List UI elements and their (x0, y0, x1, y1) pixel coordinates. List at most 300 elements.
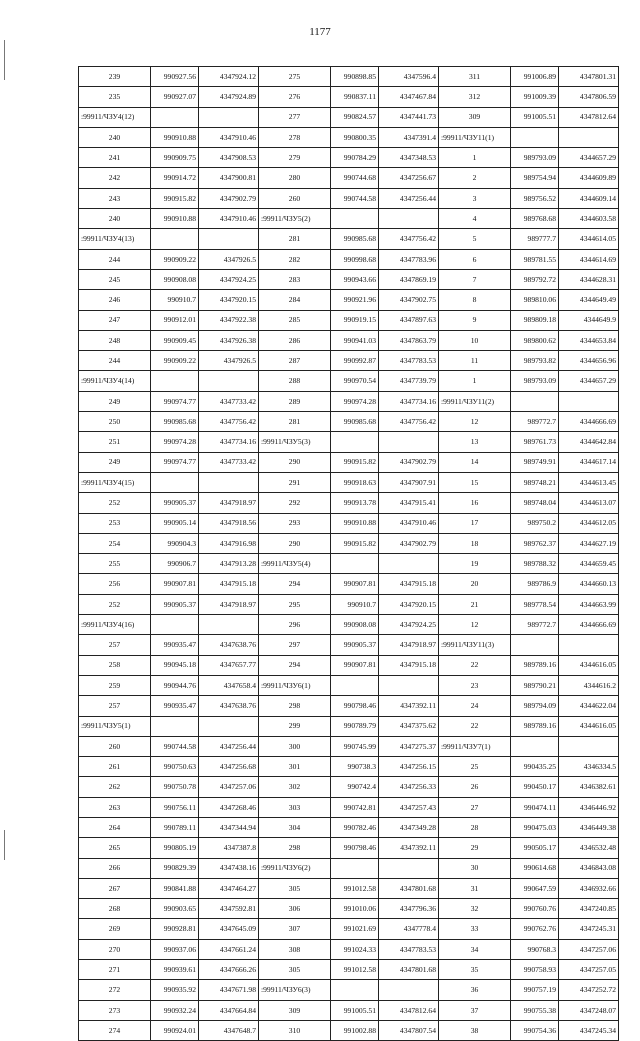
y-coordinate-cell (379, 675, 439, 695)
y-coordinate-cell: 4344614.05 (559, 229, 619, 249)
y-coordinate-cell (379, 554, 439, 574)
x-coordinate-cell: 989810.06 (511, 290, 559, 310)
y-coordinate-cell: 4347900.81 (199, 168, 259, 188)
table-row (259, 493, 439, 513)
table-row (79, 330, 259, 350)
y-coordinate-cell: 4347666.26 (199, 960, 259, 980)
point-number-cell: 269 (79, 919, 151, 939)
point-number-cell: 261 (79, 757, 151, 777)
table-row (259, 635, 439, 655)
point-number-cell: 306 (259, 899, 331, 919)
y-coordinate-cell: 4344613.45 (559, 472, 619, 492)
y-coordinate-cell: 4344614.69 (559, 249, 619, 269)
y-coordinate-cell: 4347248.07 (559, 1000, 619, 1020)
x-coordinate-cell: 991006.89 (511, 67, 559, 87)
x-coordinate-cell: 989790.21 (511, 675, 559, 695)
x-coordinate-cell: 990905.37 (151, 493, 199, 513)
table-row (79, 960, 259, 980)
x-coordinate-cell: 990744.58 (331, 188, 379, 208)
y-coordinate-cell: 4347671.98 (199, 980, 259, 1000)
table-row (259, 67, 439, 87)
y-coordinate-cell: 4347924.25 (379, 615, 439, 635)
point-number-cell: 291 (259, 472, 331, 492)
y-coordinate-cell: 4344660.13 (559, 574, 619, 594)
x-coordinate-cell (331, 675, 379, 695)
point-number-cell: 294 (259, 655, 331, 675)
point-number-cell: 33 (439, 919, 511, 939)
point-number-cell: 264 (79, 817, 151, 837)
y-coordinate-cell (559, 127, 619, 147)
x-coordinate-cell: 990921.96 (331, 290, 379, 310)
y-coordinate-cell: 4347908.53 (199, 148, 259, 168)
table-row (79, 878, 259, 898)
point-number-cell: 297 (259, 635, 331, 655)
point-number-cell: 284 (259, 290, 331, 310)
x-coordinate-cell (511, 391, 559, 411)
section-label-cell: :99911/ЧЗУ4(16) (79, 615, 151, 635)
point-number-cell: 30 (439, 858, 511, 878)
x-coordinate-cell (331, 980, 379, 1000)
point-number-cell: 239 (79, 67, 151, 87)
x-coordinate-cell: 990756.11 (151, 797, 199, 817)
table-row (79, 513, 259, 533)
point-number-cell: 303 (259, 797, 331, 817)
point-number-cell: 1 (439, 371, 511, 391)
x-coordinate-cell: 990910.7 (151, 290, 199, 310)
x-coordinate-cell: 989777.7 (511, 229, 559, 249)
y-coordinate-cell: 4344649.9 (559, 310, 619, 330)
y-coordinate-cell: 4347734.16 (379, 391, 439, 411)
y-coordinate-cell: 4344666.69 (559, 412, 619, 432)
point-number-cell: 10 (439, 330, 511, 350)
x-coordinate-cell: 990985.68 (331, 412, 379, 432)
x-coordinate-cell: 990789.11 (151, 817, 199, 837)
point-number-cell: 14 (439, 452, 511, 472)
x-coordinate-cell: 990910.88 (151, 209, 199, 229)
section-label-cell: :99911/ЧЗУ11(1) (439, 127, 511, 147)
table-row (79, 148, 259, 168)
point-number-cell: 245 (79, 269, 151, 289)
y-coordinate-cell: 4347902.79 (199, 188, 259, 208)
table-row (79, 452, 259, 472)
table-row (439, 290, 619, 310)
table-row (439, 919, 619, 939)
y-coordinate-cell: 4347812.64 (379, 1000, 439, 1020)
y-coordinate-cell: 4347796.36 (379, 899, 439, 919)
y-coordinate-cell: 4347664.84 (199, 1000, 259, 1020)
table-row (79, 188, 259, 208)
point-number-cell: 293 (259, 513, 331, 533)
section-header-row (259, 980, 439, 1000)
point-number-cell: 5 (439, 229, 511, 249)
table-row (439, 351, 619, 371)
section-header-row (439, 736, 619, 756)
y-coordinate-cell: 4347806.59 (559, 87, 619, 107)
point-number-cell: 267 (79, 878, 151, 898)
table-row (79, 269, 259, 289)
table-row (439, 574, 619, 594)
table-row (259, 290, 439, 310)
y-coordinate-cell: 4347783.53 (379, 939, 439, 959)
y-coordinate-cell: 4347807.54 (379, 1020, 439, 1040)
section-label-cell: :99911/ЧЗУ4(12) (79, 107, 151, 127)
point-number-cell: 286 (259, 330, 331, 350)
point-number-cell: 280 (259, 168, 331, 188)
table-row (79, 412, 259, 432)
table-row (79, 87, 259, 107)
x-coordinate-cell (151, 472, 199, 492)
table-row (79, 1000, 259, 1020)
x-coordinate-cell: 990992.87 (331, 351, 379, 371)
point-number-cell: 292 (259, 493, 331, 513)
x-coordinate-cell: 991012.58 (331, 960, 379, 980)
table-row (259, 310, 439, 330)
table-row (259, 1000, 439, 1020)
point-number-cell: 299 (259, 716, 331, 736)
x-coordinate-cell: 990974.77 (151, 391, 199, 411)
table-row (439, 797, 619, 817)
point-number-cell: 38 (439, 1020, 511, 1040)
x-coordinate-cell: 990744.58 (151, 736, 199, 756)
table-row (439, 472, 619, 492)
point-number-cell: 25 (439, 757, 511, 777)
section-header-row (79, 107, 259, 127)
section-label-cell: :99911/ЧЗУ6(2) (259, 858, 331, 878)
point-number-cell: 4 (439, 209, 511, 229)
section-label-cell: :99911/ЧЗУ5(2) (259, 209, 331, 229)
x-coordinate-cell: 990918.63 (331, 472, 379, 492)
x-coordinate-cell: 990941.03 (331, 330, 379, 350)
table-row (79, 533, 259, 553)
point-number-cell: 240 (79, 209, 151, 229)
table-row (439, 980, 619, 1000)
y-coordinate-cell (379, 980, 439, 1000)
table-row (439, 655, 619, 675)
section-label-cell: :99911/ЧЗУ5(1) (79, 716, 151, 736)
y-coordinate-cell: 4347734.16 (199, 432, 259, 452)
y-coordinate-cell: 4347252.72 (559, 980, 619, 1000)
y-coordinate-cell (379, 432, 439, 452)
point-number-cell: 27 (439, 797, 511, 817)
y-coordinate-cell (199, 615, 259, 635)
x-coordinate-cell: 989786.9 (511, 574, 559, 594)
coordinate-table-right (438, 66, 619, 1041)
table-row (439, 716, 619, 736)
point-number-cell: 265 (79, 838, 151, 858)
table-row (79, 310, 259, 330)
y-coordinate-cell: 4347920.15 (379, 594, 439, 614)
point-number-cell: 254 (79, 533, 151, 553)
y-coordinate-cell (379, 209, 439, 229)
point-number-cell: 26 (439, 777, 511, 797)
table-row (79, 290, 259, 310)
x-coordinate-cell: 990915.82 (331, 533, 379, 553)
point-number-cell: 278 (259, 127, 331, 147)
x-coordinate-cell: 989793.09 (511, 148, 559, 168)
table-row (439, 594, 619, 614)
table-row (259, 412, 439, 432)
y-coordinate-cell: 4347256.44 (199, 736, 259, 756)
section-header-row (79, 371, 259, 391)
y-coordinate-cell: 4347348.53 (379, 148, 439, 168)
point-number-cell: 260 (259, 188, 331, 208)
table-row (79, 858, 259, 878)
x-coordinate-cell: 989792.72 (511, 269, 559, 289)
section-header-row (79, 229, 259, 249)
point-number-cell: 23 (439, 675, 511, 695)
table-row (439, 817, 619, 837)
point-number-cell: 310 (259, 1020, 331, 1040)
table-row (439, 554, 619, 574)
table-row (79, 980, 259, 1000)
x-coordinate-cell: 990614.68 (511, 858, 559, 878)
point-number-cell: 250 (79, 412, 151, 432)
point-number-cell: 31 (439, 878, 511, 898)
point-number-cell: 259 (79, 675, 151, 695)
x-coordinate-cell: 990914.72 (151, 168, 199, 188)
x-coordinate-cell: 989749.91 (511, 452, 559, 472)
x-coordinate-cell: 991009.39 (511, 87, 559, 107)
y-coordinate-cell: 4347387.8 (199, 838, 259, 858)
y-coordinate-cell: 4344656.96 (559, 351, 619, 371)
y-coordinate-cell: 4347268.46 (199, 797, 259, 817)
x-coordinate-cell (151, 716, 199, 736)
table-row (439, 939, 619, 959)
y-coordinate-cell: 4344627.19 (559, 533, 619, 553)
section-header-row (259, 209, 439, 229)
x-coordinate-cell (511, 736, 559, 756)
table-row (79, 351, 259, 371)
y-coordinate-cell: 4347344.94 (199, 817, 259, 837)
point-number-cell: 248 (79, 330, 151, 350)
table-row (439, 87, 619, 107)
table-row (79, 209, 259, 229)
x-coordinate-cell: 990784.29 (331, 148, 379, 168)
table-row (79, 391, 259, 411)
y-coordinate-cell: 4344659.45 (559, 554, 619, 574)
point-number-cell: 312 (439, 87, 511, 107)
x-coordinate-cell: 990745.99 (331, 736, 379, 756)
x-coordinate-cell: 990750.78 (151, 777, 199, 797)
y-coordinate-cell: 4347926.5 (199, 249, 259, 269)
y-coordinate-cell: 4347438.16 (199, 858, 259, 878)
y-coordinate-cell: 4347257.05 (559, 960, 619, 980)
table-row (79, 797, 259, 817)
y-coordinate-cell: 4347245.31 (559, 919, 619, 939)
table-row (439, 452, 619, 472)
x-coordinate-cell: 989789.16 (511, 655, 559, 675)
y-coordinate-cell: 4347924.12 (199, 67, 259, 87)
table-row (439, 757, 619, 777)
point-number-cell: 275 (259, 67, 331, 87)
y-coordinate-cell: 4347910.46 (199, 209, 259, 229)
table-row (439, 107, 619, 127)
point-number-cell: 22 (439, 655, 511, 675)
y-coordinate-cell: 4347391.4 (379, 127, 439, 147)
table-row (439, 67, 619, 87)
x-coordinate-cell: 990505.17 (511, 838, 559, 858)
x-coordinate-cell: 990474.11 (511, 797, 559, 817)
point-number-cell: 246 (79, 290, 151, 310)
x-coordinate-cell: 990924.01 (151, 1020, 199, 1040)
x-coordinate-cell: 990909.45 (151, 330, 199, 350)
y-coordinate-cell: 4346334.5 (559, 757, 619, 777)
x-coordinate-cell (331, 209, 379, 229)
point-number-cell: 24 (439, 696, 511, 716)
x-coordinate-cell: 990906.7 (151, 554, 199, 574)
scan-edge-mark (4, 40, 5, 80)
point-number-cell: 249 (79, 391, 151, 411)
y-coordinate-cell: 4344603.58 (559, 209, 619, 229)
table-row (259, 777, 439, 797)
point-number-cell: 287 (259, 351, 331, 371)
y-coordinate-cell (199, 716, 259, 736)
x-coordinate-cell (151, 107, 199, 127)
x-coordinate-cell: 990910.7 (331, 594, 379, 614)
y-coordinate-cell: 4347256.33 (379, 777, 439, 797)
y-coordinate-cell (379, 858, 439, 878)
section-label-cell: :99911/ЧЗУ11(3) (439, 635, 511, 655)
x-coordinate-cell: 990937.06 (151, 939, 199, 959)
x-coordinate-cell: 989793.09 (511, 371, 559, 391)
table-row (79, 249, 259, 269)
y-coordinate-cell: 4347257.06 (559, 939, 619, 959)
table-row (259, 148, 439, 168)
point-number-cell: 240 (79, 127, 151, 147)
y-coordinate-cell (199, 472, 259, 492)
x-coordinate-cell: 990913.78 (331, 493, 379, 513)
x-coordinate-cell: 990985.68 (331, 229, 379, 249)
point-number-cell: 15 (439, 472, 511, 492)
point-number-cell: 263 (79, 797, 151, 817)
x-coordinate-cell: 990928.81 (151, 919, 199, 939)
x-coordinate-cell: 990742.4 (331, 777, 379, 797)
table-row (259, 107, 439, 127)
table-row (259, 716, 439, 736)
section-label-cell: :99911/ЧЗУ7(1) (439, 736, 511, 756)
point-number-cell: 305 (259, 960, 331, 980)
table-row (79, 817, 259, 837)
table-row (259, 817, 439, 837)
y-coordinate-cell: 4347915.18 (379, 574, 439, 594)
x-coordinate-cell: 990904.3 (151, 533, 199, 553)
point-number-cell: 295 (259, 594, 331, 614)
x-coordinate-cell: 990435.25 (511, 757, 559, 777)
section-label-cell: :99911/ЧЗУ4(13) (79, 229, 151, 249)
x-coordinate-cell: 990974.28 (331, 391, 379, 411)
table-row (259, 351, 439, 371)
y-coordinate-cell: 4347638.76 (199, 635, 259, 655)
table-row (439, 533, 619, 553)
y-coordinate-cell: 4347756.42 (199, 412, 259, 432)
point-number-cell: 8 (439, 290, 511, 310)
point-number-cell: 20 (439, 574, 511, 594)
table-row (259, 757, 439, 777)
x-coordinate-cell: 990935.47 (151, 696, 199, 716)
table-row (259, 696, 439, 716)
section-header-row (259, 554, 439, 574)
x-coordinate-cell: 990750.63 (151, 757, 199, 777)
point-number-cell: 32 (439, 899, 511, 919)
point-number-cell: 273 (79, 1000, 151, 1020)
y-coordinate-cell: 4346446.92 (559, 797, 619, 817)
y-coordinate-cell: 4347922.38 (199, 310, 259, 330)
x-coordinate-cell: 990782.46 (331, 817, 379, 837)
x-coordinate-cell (151, 229, 199, 249)
y-coordinate-cell: 4347756.42 (379, 412, 439, 432)
x-coordinate-cell: 989778.54 (511, 594, 559, 614)
x-coordinate-cell: 989754.94 (511, 168, 559, 188)
y-coordinate-cell: 4344609.14 (559, 188, 619, 208)
y-coordinate-cell: 4347392.11 (379, 696, 439, 716)
point-number-cell: 251 (79, 432, 151, 452)
section-header-row (79, 472, 259, 492)
x-coordinate-cell: 989772.7 (511, 412, 559, 432)
x-coordinate-cell: 990943.66 (331, 269, 379, 289)
point-number-cell: 241 (79, 148, 151, 168)
y-coordinate-cell: 4346382.61 (559, 777, 619, 797)
y-coordinate-cell (199, 371, 259, 391)
table-row (259, 452, 439, 472)
table-row (259, 1020, 439, 1040)
table-row (439, 675, 619, 695)
table-row (259, 615, 439, 635)
y-coordinate-cell: 4347257.43 (379, 797, 439, 817)
point-number-cell: 294 (259, 574, 331, 594)
table-row (439, 899, 619, 919)
x-coordinate-cell: 990758.93 (511, 960, 559, 980)
point-number-cell: 16 (439, 493, 511, 513)
y-coordinate-cell: 4346843.08 (559, 858, 619, 878)
x-coordinate-cell: 990754.36 (511, 1020, 559, 1040)
table-row (439, 696, 619, 716)
section-label-cell: :99911/ЧЗУ5(3) (259, 432, 331, 452)
table-row (259, 899, 439, 919)
x-coordinate-cell: 990798.46 (331, 696, 379, 716)
point-number-cell: 36 (439, 980, 511, 1000)
table-row (439, 371, 619, 391)
x-coordinate-cell: 990998.68 (331, 249, 379, 269)
section-header-row (439, 127, 619, 147)
point-number-cell: 271 (79, 960, 151, 980)
point-number-cell: 29 (439, 838, 511, 858)
x-coordinate-cell: 990475.03 (511, 817, 559, 837)
point-number-cell: 298 (259, 696, 331, 716)
table-row (259, 736, 439, 756)
x-coordinate-cell: 990905.37 (331, 635, 379, 655)
section-header-row (259, 858, 439, 878)
point-number-cell: 309 (439, 107, 511, 127)
x-coordinate-cell: 989762.37 (511, 533, 559, 553)
section-header-row (79, 716, 259, 736)
x-coordinate-cell: 990909.22 (151, 351, 199, 371)
y-coordinate-cell: 4347739.79 (379, 371, 439, 391)
table-row (439, 1000, 619, 1020)
x-coordinate-cell: 990908.08 (331, 615, 379, 635)
x-coordinate-cell: 990932.24 (151, 1000, 199, 1020)
y-coordinate-cell: 4346449.38 (559, 817, 619, 837)
page-number: 1177 (309, 26, 331, 38)
x-coordinate-cell: 990760.76 (511, 899, 559, 919)
x-coordinate-cell: 990910.88 (151, 127, 199, 147)
table-row (259, 655, 439, 675)
section-header-row (259, 432, 439, 452)
x-coordinate-cell: 989748.04 (511, 493, 559, 513)
x-coordinate-cell: 990762.76 (511, 919, 559, 939)
point-number-cell: 21 (439, 594, 511, 614)
section-header-row (439, 391, 619, 411)
table-row (259, 878, 439, 898)
